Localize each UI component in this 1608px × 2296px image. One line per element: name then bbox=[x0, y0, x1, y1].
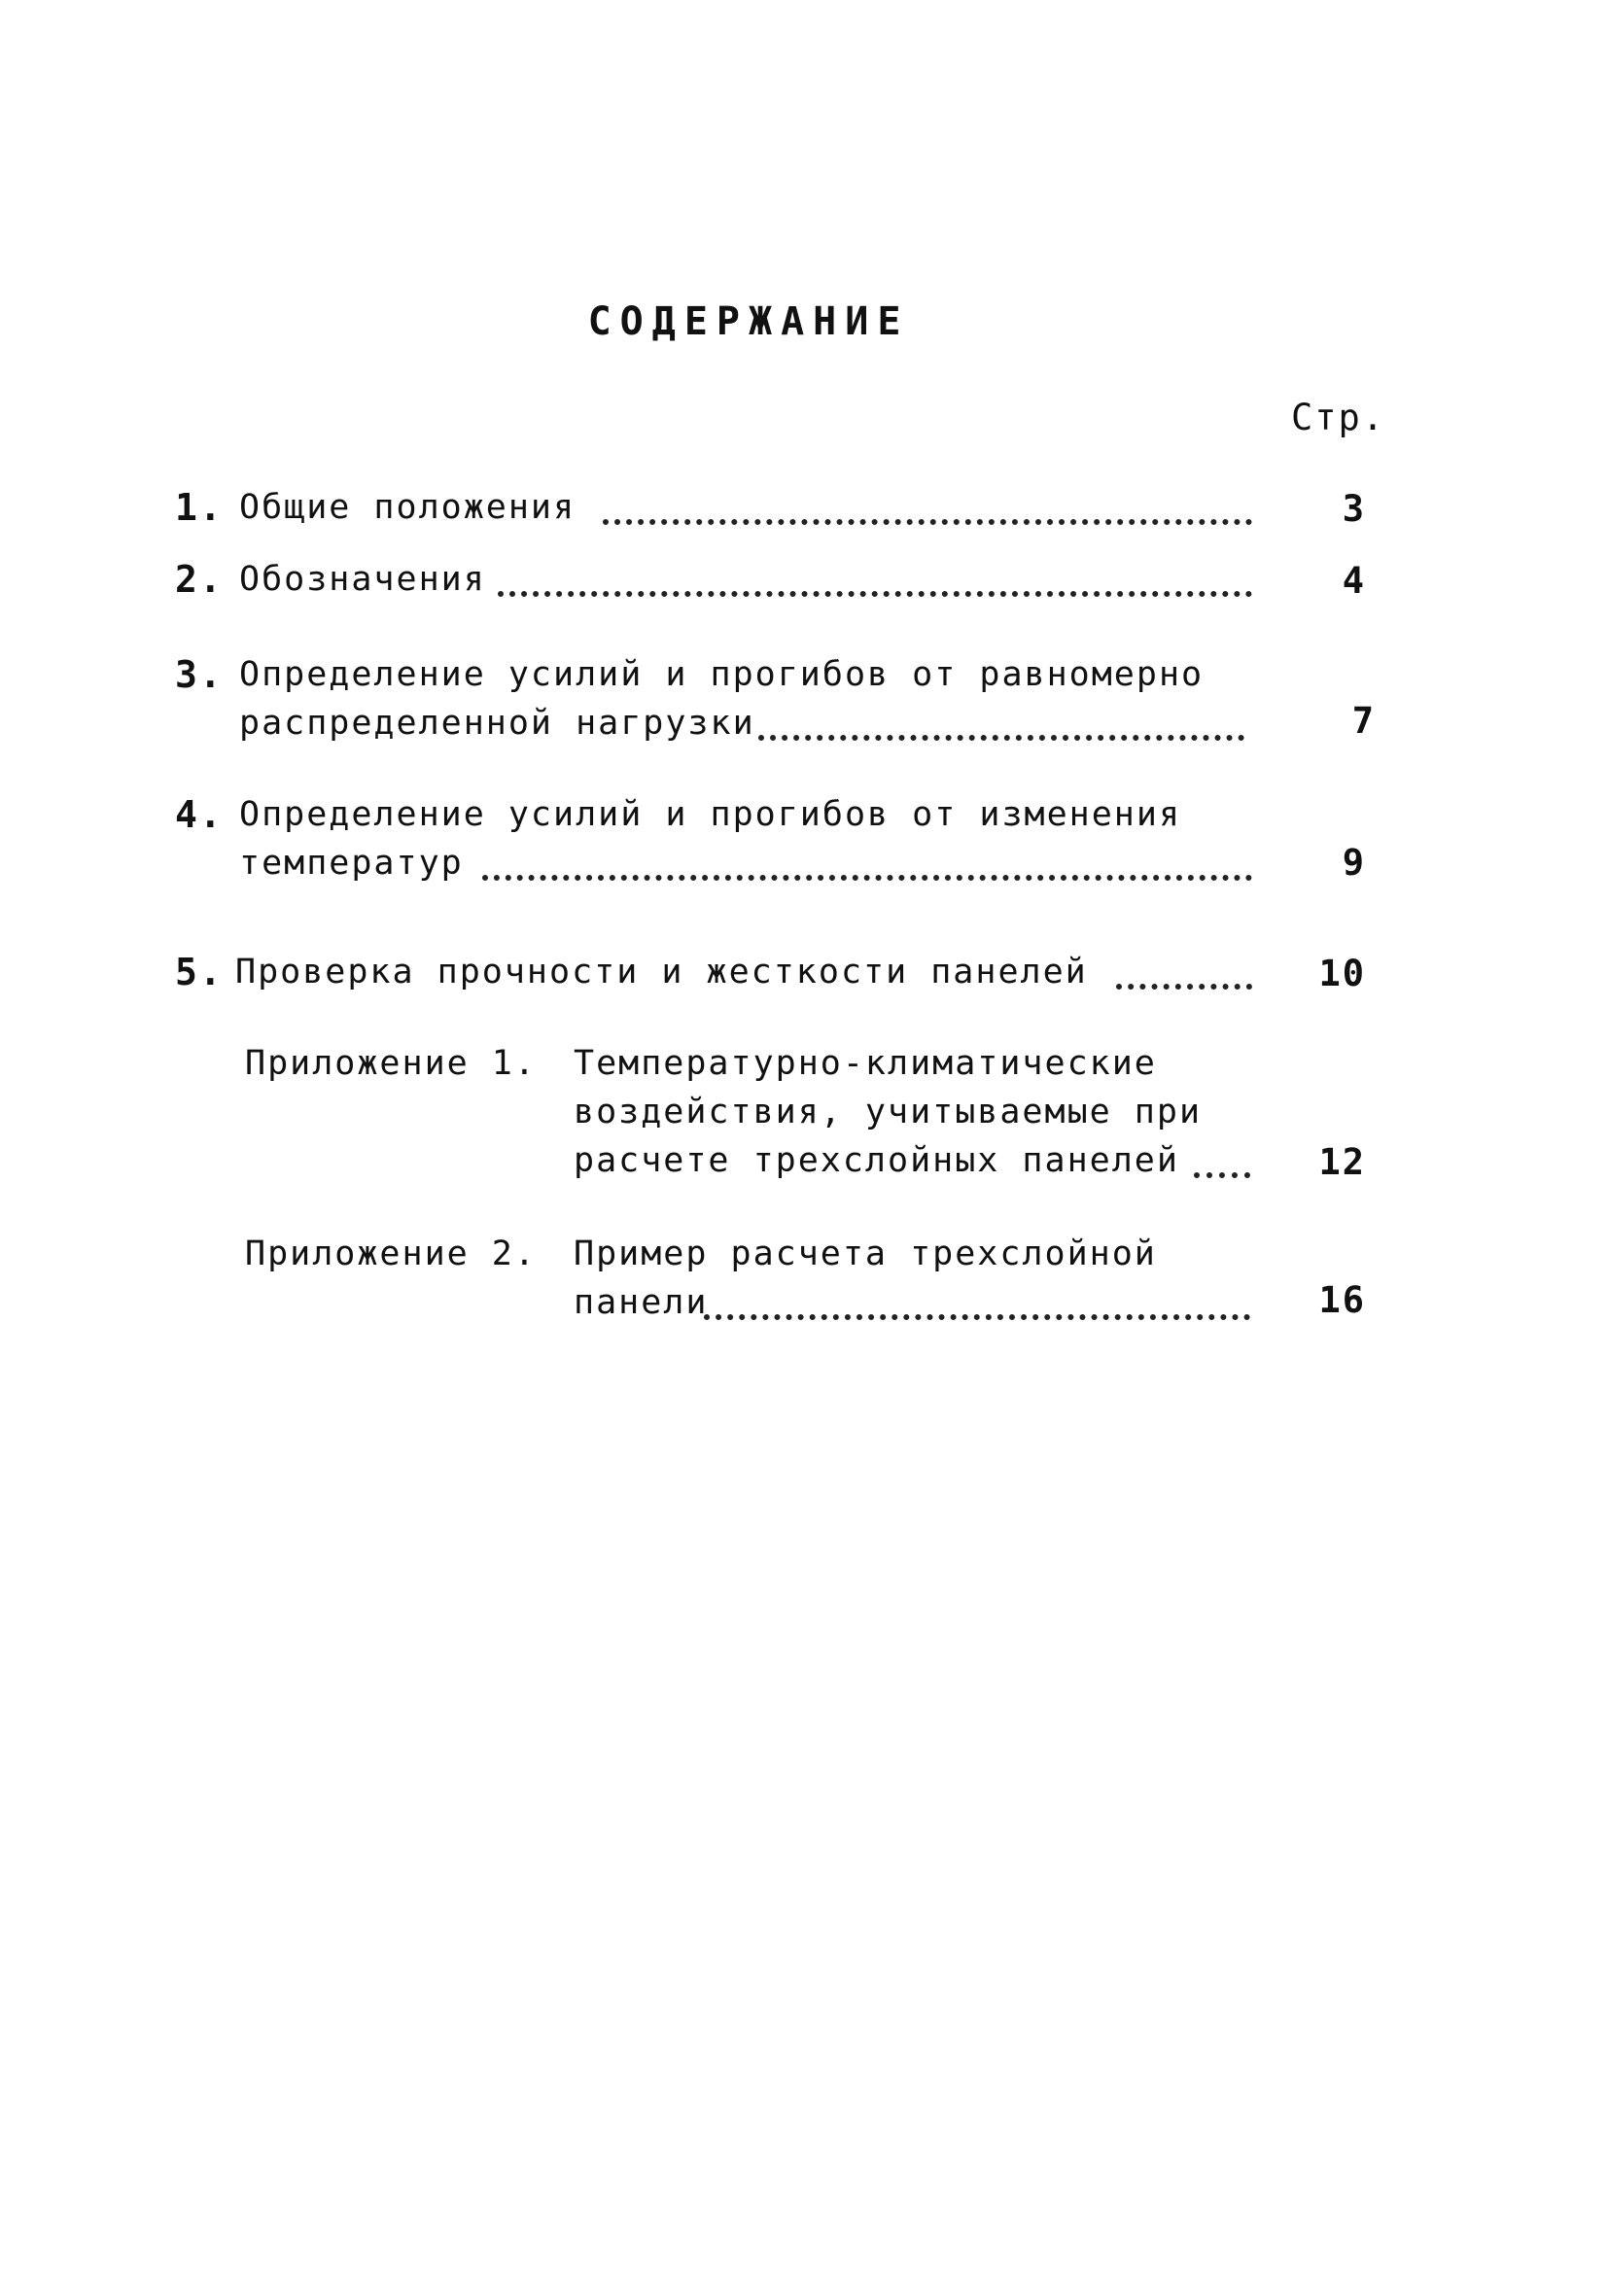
toc-entry-1-page: 3 bbox=[1342, 488, 1366, 530]
appendix-1-page: 12 bbox=[1318, 1141, 1366, 1183]
appendix-1-title-line-2: воздействия, учитываемые при bbox=[574, 1093, 1203, 1131]
toc-entry-2-leader bbox=[498, 583, 1252, 597]
appendix-1-title-line-1: Температурно-климатические bbox=[574, 1044, 1157, 1083]
toc-entry-4-title-line-2: температур bbox=[239, 844, 464, 883]
appendix-1-title-line-3: расчете трехслойных панелей bbox=[574, 1141, 1179, 1180]
appendix-2-title-line-1: Пример расчета трехслойной bbox=[574, 1235, 1157, 1273]
toc-entry-3-title-line-2: распределенной нагрузки bbox=[239, 704, 755, 743]
toc-entry-5-leader bbox=[1116, 976, 1252, 990]
toc-entry-4-page: 9 bbox=[1342, 842, 1366, 884]
toc-entry-1-leader bbox=[603, 511, 1252, 525]
toc-entry-3-title-line-1: Определение усилий и прогибов от равномерно bbox=[239, 655, 1205, 694]
toc-entry-2-number: 2. bbox=[175, 558, 224, 601]
toc-entry-3-page: 7 bbox=[1351, 700, 1376, 742]
toc-entry-2-title: Обозначения bbox=[239, 560, 486, 599]
appendix-1-leader bbox=[1194, 1165, 1250, 1178]
toc-entry-3-leader bbox=[758, 727, 1244, 741]
pages-column-label: Стр. bbox=[1291, 397, 1386, 438]
toc-entry-5-title: Проверка прочности и жесткости панелей bbox=[235, 953, 1088, 991]
appendix-2-leader bbox=[704, 1306, 1250, 1320]
appendix-2-label: Приложение 2. bbox=[245, 1235, 537, 1273]
page-title: СОДЕРЖАНИЕ bbox=[587, 299, 910, 344]
toc-entry-4-number: 4. bbox=[175, 793, 224, 836]
toc-entry-1-number: 1. bbox=[175, 486, 224, 529]
appendix-2-title-line-2: панели bbox=[574, 1283, 709, 1322]
toc-entry-4-leader bbox=[482, 867, 1252, 881]
toc-entry-4-title-line-1: Определение усилий и прогибов от изменения bbox=[239, 795, 1182, 834]
appendix-2-page: 16 bbox=[1318, 1279, 1366, 1321]
appendix-1-label: Приложение 1. bbox=[245, 1044, 537, 1083]
toc-entry-3-number: 3. bbox=[175, 653, 224, 696]
toc-entry-2-page: 4 bbox=[1342, 560, 1366, 602]
toc-entry-1-title: Общие положения bbox=[239, 488, 577, 527]
toc-entry-5-page: 10 bbox=[1318, 953, 1366, 994]
toc-entry-5-number: 5. bbox=[175, 951, 224, 993]
